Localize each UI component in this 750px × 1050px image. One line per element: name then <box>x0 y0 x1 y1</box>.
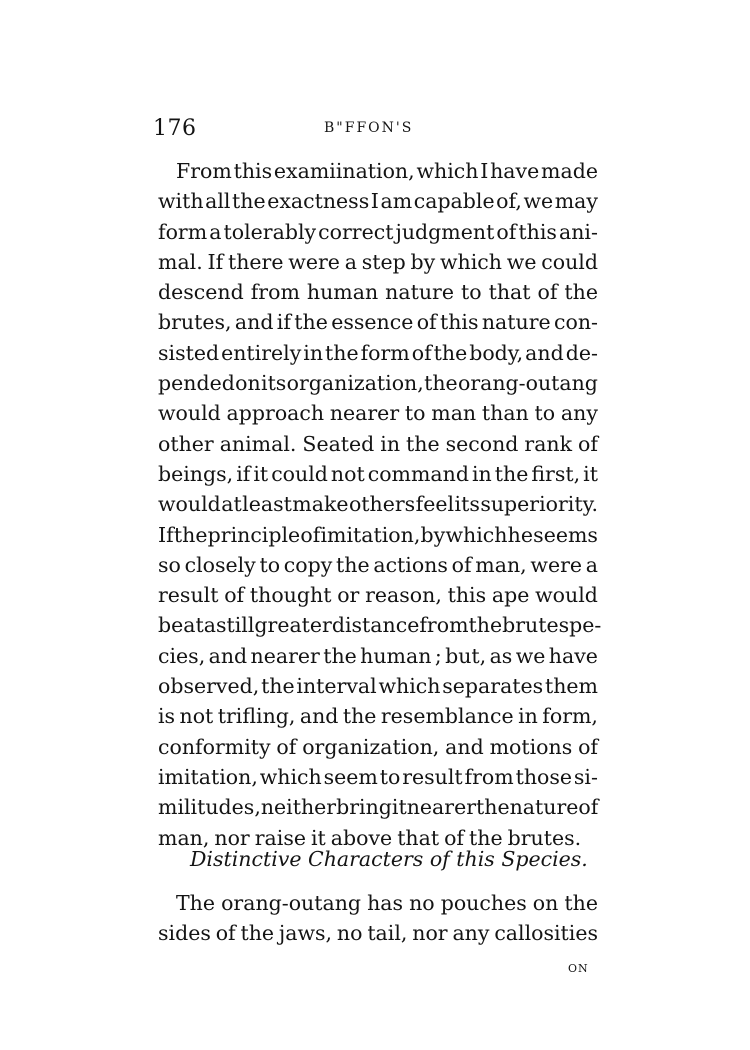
text-line: descend from human nature to that of the <box>158 280 598 305</box>
text-line: would approach nearer to man than to any <box>158 401 598 426</box>
catchword: on <box>568 958 589 976</box>
text-line: with all the exactness I am capable of, we may <box>158 189 598 214</box>
text-line: other animal. Seated in the second rank of <box>158 431 598 456</box>
page-number: 176 <box>153 116 197 141</box>
text-line: conformity of organization, and motions of <box>158 734 598 759</box>
text-line: From this examiination, which I have made <box>176 159 598 183</box>
paragraph-1 <box>158 156 602 853</box>
text-line: is not trifling, and the resemblance in form, <box>158 704 598 729</box>
text-line: pended on its organization, the orang-outang <box>158 371 598 396</box>
text-line: sides of the jaws, no tail, nor any callosities <box>158 921 598 946</box>
text-line: The orang-outang has no pouches on the <box>176 891 598 915</box>
text-line: form a tolerably correct judgment of this ani- <box>158 219 598 244</box>
text-line: militudes, neither bring it nearer the nature of <box>158 795 599 820</box>
text-line: man, nor raise it above that of the brutes. <box>158 825 582 850</box>
text-line: would at least make others feel its superiority. <box>158 492 598 517</box>
text-line: observed, the interval which separates them <box>158 674 598 699</box>
paragraph-2 <box>158 888 598 949</box>
section-heading: Distinctive Characters of this Species. <box>190 847 588 871</box>
text-line: imitation, which seem to result from those si- <box>158 764 598 789</box>
text-line: so closely to copy the actions of man, were a <box>158 552 598 577</box>
text-line: beings, if it could not command in the first, it <box>158 461 598 486</box>
text-line: brutes, and if the essence of this nature con- <box>158 310 598 335</box>
running-head: B"FFON'S <box>324 120 414 136</box>
text-line: sisted entirely in the form of the body, and de- <box>158 340 598 365</box>
text-line: cies, and nearer the human ; but, as we have <box>158 643 598 668</box>
text-line: be at a still greater distance from the brute spe- <box>158 613 602 638</box>
text-line: If the principle of imitation, by which he seems <box>158 522 598 547</box>
text-line: result of thought or reason, this ape would <box>158 583 598 608</box>
text-line: mal. If there were a step by which we could <box>158 249 598 274</box>
